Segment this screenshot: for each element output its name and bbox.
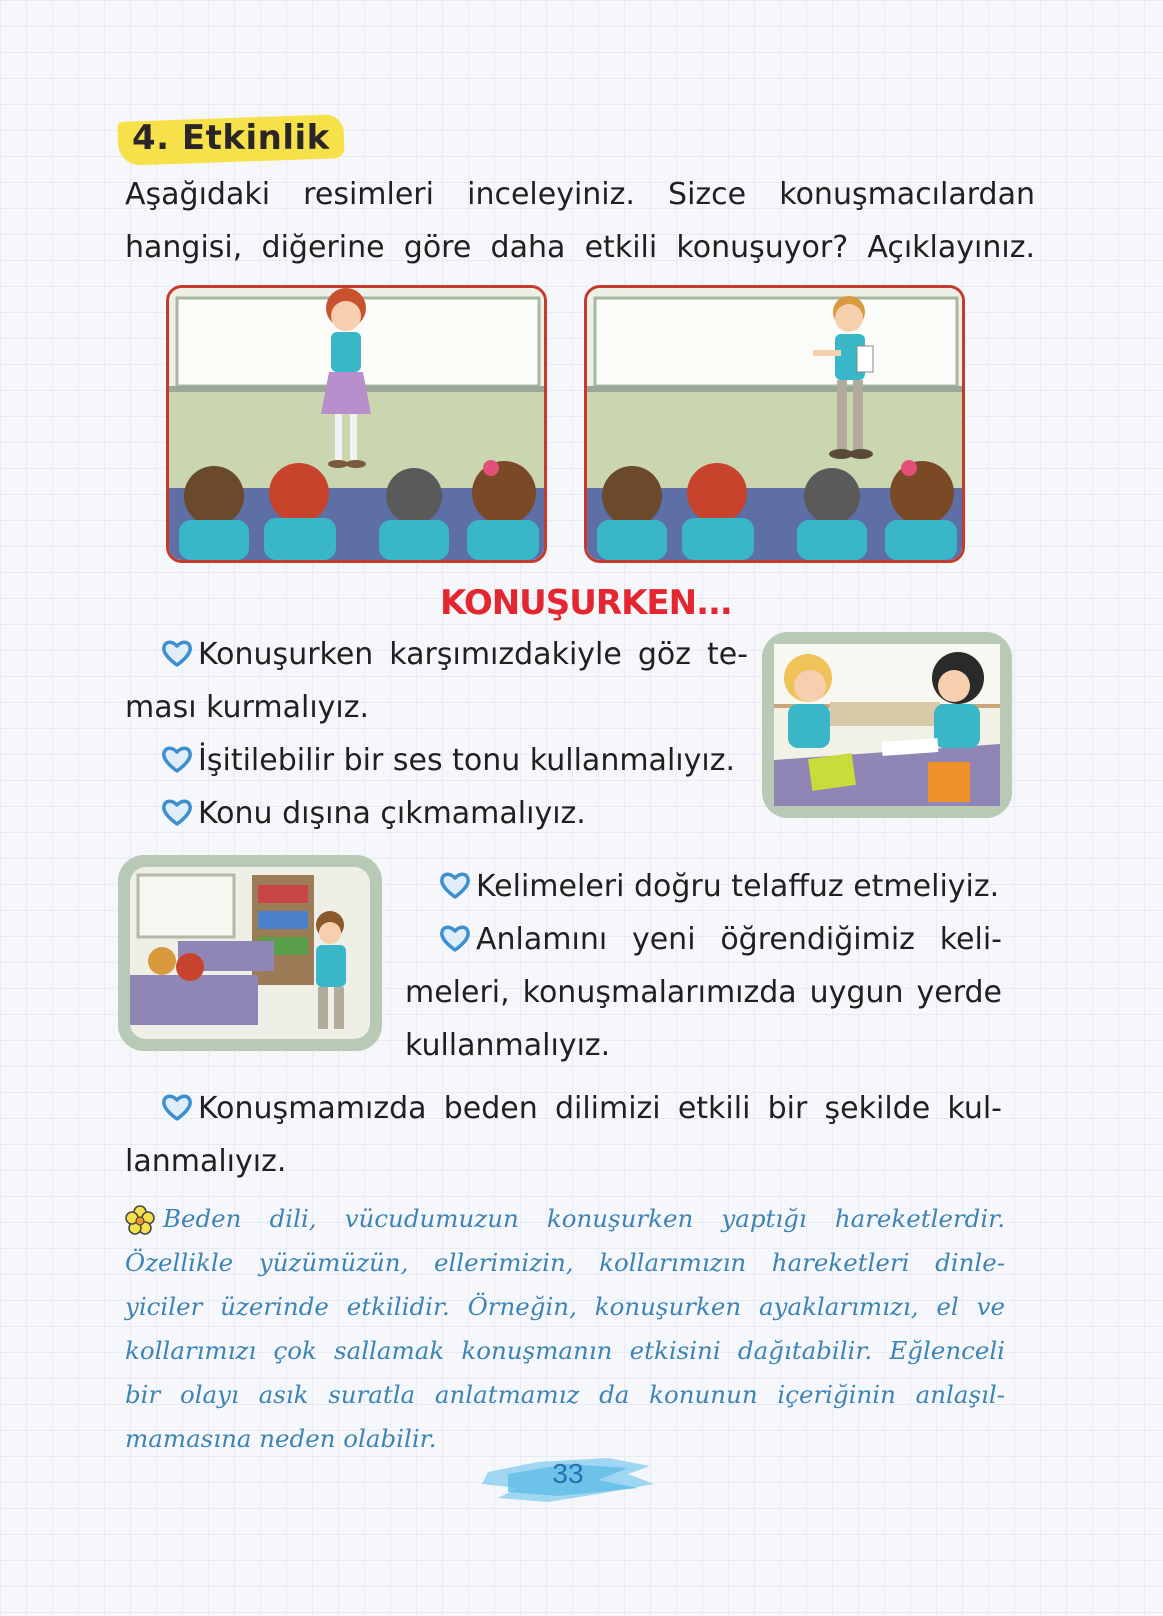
tip-text: İşitilebilir bir ses tonu kullanmalıyız.: [198, 743, 735, 778]
heart-icon: [440, 871, 470, 899]
section-subtitle: KONUŞURKEN...: [440, 583, 732, 623]
heart-icon: [162, 639, 192, 667]
tip-eye-contact-cont: ması kurmalıyız.: [125, 690, 370, 725]
heart-icon: [440, 924, 470, 952]
tip-stay-on-topic: [162, 787, 586, 840]
note-line-5: bir olayı asık suratla anlatmamız da konunun içeriğinin anlaşıl-: [125, 1380, 1005, 1409]
note-line-1: [125, 1197, 1005, 1241]
heart-icon: [162, 745, 192, 773]
tip-body-language-cont: lanmalıyız.: [125, 1144, 287, 1179]
page-number: 33: [552, 1458, 584, 1489]
note-line-3: yiciler üzerinde etkilidir. Örneğin, konuşurken ayaklarımızı, el ve: [125, 1292, 1005, 1321]
tip-voice-tone: [162, 734, 735, 787]
note-line-2: Özellikle yüzümüzün, ellerimizin, kollarımızın hareketleri dinle-: [125, 1248, 1005, 1277]
tip-text: Anlamını yeni öğrendiğimiz keli-: [476, 922, 1002, 957]
note-line-4: kollarımızı çok sallamak konuşmanın etkisini dağıtabilir. Eğlenceli: [125, 1336, 1005, 1365]
tip-text: Konuşurken karşımızdakiyle göz te-: [198, 637, 748, 672]
heading-text: 4. Etkinlik: [132, 118, 330, 158]
heart-icon: [162, 798, 192, 826]
tip-new-words-cont: meleri, konuşmalarımızda uygun yerde: [405, 975, 1002, 1010]
tip-pronunciation: [440, 860, 999, 913]
heart-icon: [162, 1093, 192, 1121]
illustration-girls-talking: [762, 632, 1012, 818]
note-text: Beden dili, vücudumuzun konuşurken yaptığı hareketlerdir.: [163, 1204, 1005, 1233]
activity-heading: [118, 114, 350, 168]
flower-icon: [125, 1205, 155, 1235]
scene-confident-speaker: [584, 285, 965, 563]
tip-new-words: [440, 913, 1002, 966]
tip-new-words-end: kullanmalıyız.: [405, 1028, 611, 1063]
body-language-note: [125, 1197, 1005, 1461]
tip-eye-contact: [162, 628, 748, 681]
scene-shy-speaker: [166, 285, 547, 563]
note-line-6: mamasına neden olabilir.: [125, 1424, 437, 1453]
tip-text: Konu dışına çıkmamalıyız.: [198, 796, 586, 831]
illustration-classroom: [118, 855, 382, 1051]
intro-paragraph: [125, 168, 1035, 274]
intro-line-1: Aşağıdaki resimleri inceleyiniz. Sizce konuşmacılardan: [125, 177, 1035, 212]
tip-text: Konuşmamızda beden dilimizi etkili bir şekilde kul-: [198, 1091, 1002, 1126]
tip-text: Kelimeleri doğru telaffuz etmeliyiz.: [476, 869, 1000, 904]
tip-body-language: [162, 1082, 1002, 1135]
intro-line-2: hangisi, diğerine göre daha etkili konuşuyor? Açıklayınız.: [125, 230, 1035, 265]
page-number-badge: [478, 1444, 658, 1514]
